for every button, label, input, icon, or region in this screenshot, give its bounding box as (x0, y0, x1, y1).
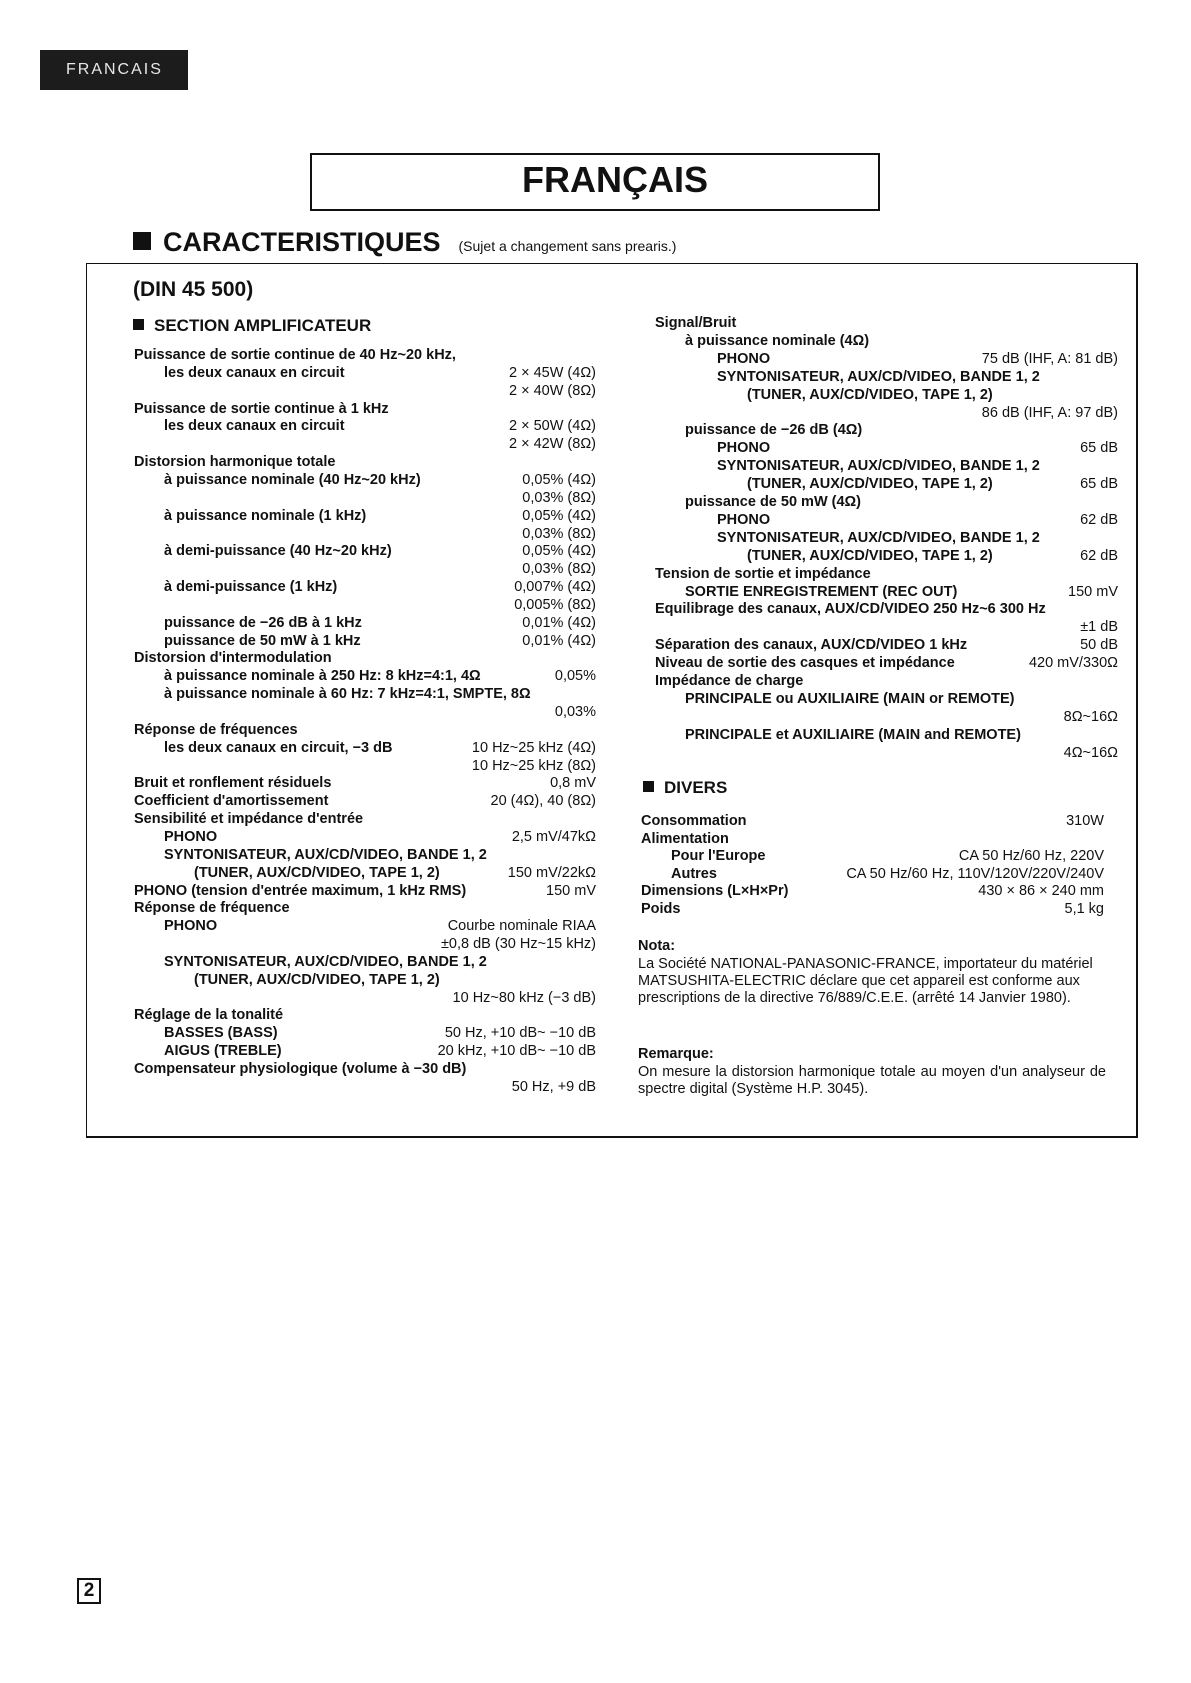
spec-label: Coefficient d'amortissement (134, 793, 329, 810)
spec-value: Courbe nominale RIAA (447, 918, 596, 935)
title-box (310, 153, 880, 211)
spec-label: à puissance nominale (40 Hz~20 kHz) (164, 471, 421, 488)
spec-label: (TUNER, AUX/CD/VIDEO, TAPE 1, 2) (194, 971, 440, 988)
spec-label: Impédance de charge (655, 673, 804, 689)
page-number: 2 (77, 1578, 101, 1604)
remarque-title: Remarque: (638, 1046, 714, 1062)
spec-value: 50 Hz, +10 dB~ −10 dB (444, 1025, 596, 1042)
page-title: FRANÇAIS (522, 159, 708, 200)
spec-label: Pour l'Europe (671, 848, 766, 864)
section-note: (Sujet a changement sans prearis.) (458, 238, 677, 254)
amp-section-heading (133, 316, 371, 336)
spec-value: 2 × 45W (4Ω) (509, 364, 596, 381)
spec-value: 150 mV (546, 882, 596, 899)
spec-label: puissance de −26 dB (4Ω) (685, 422, 863, 439)
spec-value: 150 mV (1068, 583, 1118, 600)
spec-label: Tension de sortie et impédance (655, 565, 871, 582)
spec-label: Autres (671, 865, 717, 882)
spec-label: puissance de −26 dB à 1 kHz (164, 614, 362, 631)
spec-value: 50 Hz, +9 dB (511, 1078, 596, 1095)
spec-value: 0,03% (8Ω) (522, 489, 596, 506)
amp-section-title: SECTION AMPLIFICATEUR (154, 316, 372, 335)
spec-value: 10 Hz~80 kHz (−3 dB) (452, 989, 596, 1006)
spec-value: 0,05% (554, 668, 596, 685)
spec-label: Puissance de sortie continue à 1 kHz (134, 400, 389, 417)
spec-label: puissance de 50 mW à 1 kHz (164, 632, 361, 649)
spec-label: PRINCIPALE ou AUXILIAIRE (MAIN or REMOTE) (685, 690, 1015, 707)
spec-label: PHONO (164, 918, 218, 935)
spec-label: Signal/Bruit (655, 315, 737, 331)
spec-value: 5,1 kg (1064, 900, 1104, 917)
spec-value: 10 Hz~25 kHz (4Ω) (471, 739, 596, 756)
spec-value: 2 × 40W (8Ω) (509, 382, 596, 399)
spec-label: à puissance nominale (4Ω) (685, 332, 870, 349)
spec-value: 420 mV/330Ω (1028, 655, 1118, 672)
spec-value: 430 × 86 × 240 mm (978, 883, 1104, 899)
spec-value: 0,03% (8Ω) (522, 561, 596, 578)
spec-value: ±0,8 dB (30 Hz~15 kHz) (440, 936, 596, 953)
spec-label: Distorsion d'intermodulation (134, 650, 332, 667)
spec-label: les deux canaux en circuit, −3 dB (164, 739, 393, 756)
spec-label: PHONO (717, 440, 771, 457)
spec-value: 65 dB (1080, 476, 1118, 493)
spec-label: (TUNER, AUX/CD/VIDEO, TAPE 1, 2) (747, 476, 993, 493)
spec-label: les deux canaux en circuit (164, 418, 345, 435)
spec-label: à puissance nominale (1 kHz) (164, 507, 367, 524)
spec-label: AIGUS (TREBLE) (164, 1043, 282, 1060)
spec-label: Niveau de sortie des casques et impédance (655, 655, 955, 672)
spec-value: 62 dB (1080, 547, 1118, 564)
spec-label: Bruit et ronflement résiduels (134, 775, 332, 792)
spec-label: Equilibrage des canaux, AUX/CD/VIDEO 250 Hz~6 300 Hz (655, 601, 1046, 618)
spec-label: puissance de 50 mW (4Ω) (685, 494, 862, 510)
spec-label: SYNTONISATEUR, AUX/CD/VIDEO, BANDE 1, 2 (717, 529, 1040, 546)
spec-value: 86 dB (IHF, A: 97 dB) (981, 404, 1118, 421)
square-bullet-icon (133, 232, 151, 250)
spec-value: 0,005% (8Ω) (514, 596, 596, 613)
spec-value: 0,01% (4Ω) (522, 614, 596, 631)
square-bullet-icon (643, 781, 654, 792)
spec-value: 62 dB (1080, 511, 1118, 528)
spec-value: 20 (4Ω), 40 (8Ω) (490, 793, 596, 810)
spec-label: PHONO (tension d'entrée maximum, 1 kHz RMS) (134, 882, 467, 899)
spec-label: à demi-puissance (1 kHz) (164, 579, 338, 596)
spec-value: 0,03% (554, 704, 596, 720)
spec-label: Réponse de fréquences (134, 721, 298, 738)
spec-value: 75 dB (IHF, A: 81 dB) (981, 350, 1118, 367)
spec-value: 10 Hz~25 kHz (8Ω) (471, 757, 596, 774)
spec-label: Dimensions (L×H×Pr) (641, 883, 789, 899)
spec-value: 310W (1066, 813, 1104, 829)
spec-value: 8Ω~16Ω (1063, 708, 1118, 725)
spec-label: PRINCIPALE et AUXILIAIRE (MAIN and REMOTE) (685, 726, 1021, 743)
spec-value: 0,05% (4Ω) (522, 507, 596, 524)
spec-value: 50 dB (1080, 637, 1118, 654)
spec-value: 2 × 42W (8Ω) (509, 436, 596, 453)
spec-label: Poids (641, 900, 681, 917)
spec-value: 0,01% (4Ω) (522, 632, 596, 649)
spec-value: 0,05% (4Ω) (522, 543, 596, 560)
spec-label: Alimentation (641, 830, 729, 847)
spec-label: Puissance de sortie continue de 40 Hz~20 kHz, (134, 347, 456, 363)
spec-label: BASSES (BASS) (164, 1025, 278, 1042)
spec-label: Distorsion harmonique totale (134, 454, 336, 471)
remarque-text: On mesure la distorsion harmonique totale au moyen d'un analyseur de spectre digital (Système H.P. 3045). (638, 1064, 1106, 1097)
spec-label: Compensateur physiologique (volume à −30 dB) (134, 1061, 467, 1077)
spec-label: Consommation (641, 813, 747, 829)
square-bullet-icon (133, 319, 144, 330)
spec-value: 65 dB (1080, 440, 1118, 457)
spec-value: 20 kHz, +10 dB~ −10 dB (437, 1043, 596, 1060)
nota-title: Nota: (638, 938, 676, 954)
spec-label: (TUNER, AUX/CD/VIDEO, TAPE 1, 2) (747, 386, 993, 403)
spec-label: SYNTONISATEUR, AUX/CD/VIDEO, BANDE 1, 2 (164, 953, 487, 970)
spec-label: SYNTONISATEUR, AUX/CD/VIDEO, BANDE 1, 2 (164, 846, 487, 863)
spec-value: CA 50 Hz/60 Hz, 110V/120V/220V/240V (846, 865, 1104, 882)
spec-value: 4Ω~16Ω (1063, 744, 1118, 761)
language-tab: FRANCAIS (40, 50, 188, 90)
spec-label: PHONO (717, 350, 771, 367)
spec-value: 0,007% (4Ω) (514, 579, 596, 596)
spec-value: CA 50 Hz/60 Hz, 220V (958, 848, 1104, 864)
divers-title: DIVERS (664, 778, 728, 797)
din-standard: (DIN 45 500) (133, 278, 254, 301)
spec-label: PHONO (164, 828, 218, 845)
spec-label: Réglage de la tonalité (134, 1007, 284, 1024)
spec-value: 2,5 mV/47kΩ (511, 828, 596, 845)
spec-value: 2 × 50W (4Ω) (509, 418, 596, 435)
nota-text: La Société NATIONAL-PANASONIC-FRANCE, importateur du matériel MATSUSHITA-ELECTRIC déclare que cet appareil est conforme aux prescriptions de la directive 76/889/C.E.E. (arrêté 14 Janvier 1980). (638, 956, 1093, 1006)
spec-label: à demi-puissance (40 Hz~20 kHz) (164, 543, 392, 560)
spec-value: 150 mV/22kΩ (507, 864, 596, 881)
spec-value: 0,05% (4Ω) (522, 471, 596, 488)
spec-value: 0,8 mV (550, 775, 596, 792)
spec-label: SYNTONISATEUR, AUX/CD/VIDEO, BANDE 1, 2 (717, 458, 1040, 475)
spec-label: (TUNER, AUX/CD/VIDEO, TAPE 1, 2) (194, 864, 440, 881)
spec-label: Séparation des canaux, AUX/CD/VIDEO 1 kHz (655, 637, 968, 654)
spec-label: à puissance nominale à 60 Hz: 7 kHz=4:1, SMPTE, 8Ω (164, 686, 531, 703)
spec-label: PHONO (717, 511, 771, 528)
spec-value: 0,03% (8Ω) (522, 525, 596, 542)
spec-label: Réponse de fréquence (134, 900, 290, 917)
divers-heading (643, 778, 727, 798)
spec-label: (TUNER, AUX/CD/VIDEO, TAPE 1, 2) (747, 547, 993, 564)
section-heading (133, 227, 676, 258)
section-title: CARACTERISTIQUES (163, 227, 441, 257)
spec-label: SORTIE ENREGISTREMENT (REC OUT) (685, 583, 958, 600)
spec-label: à puissance nominale à 250 Hz: 8 kHz=4:1, 4Ω (164, 668, 481, 685)
spec-value: ±1 dB (1080, 619, 1118, 636)
spec-label: les deux canaux en circuit (164, 364, 345, 381)
spec-label: Sensibilité et impédance d'entrée (134, 811, 364, 828)
spec-label: SYNTONISATEUR, AUX/CD/VIDEO, BANDE 1, 2 (717, 368, 1040, 385)
